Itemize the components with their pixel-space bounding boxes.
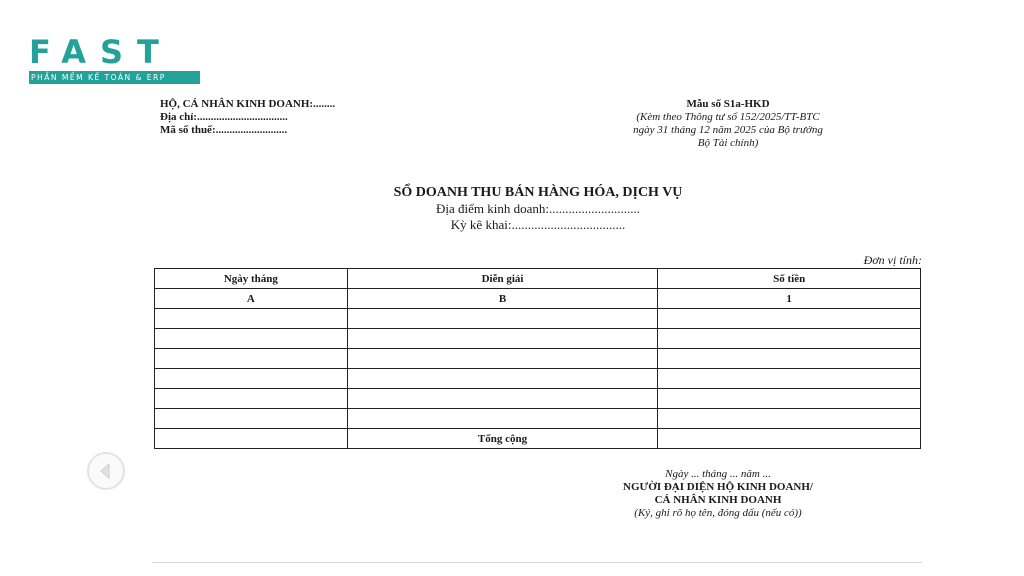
document-title: SỔ DOANH THU BÁN HÀNG HÓA, DỊCH VỤ (393, 185, 683, 200)
chevron-left-icon (97, 462, 115, 480)
fast-logo (29, 33, 200, 84)
circular-ref-line-2: ngày 31 tháng 12 năm 2025 của Bộ trưởng (633, 124, 823, 136)
col-header-amount: Số tiền (658, 269, 921, 289)
col-code-1: 1 (658, 289, 921, 309)
table-row (155, 369, 921, 389)
signature-block (588, 468, 848, 520)
table-row (155, 349, 921, 369)
revenue-ledger-table (154, 268, 921, 449)
signature-note: (Ký, ghi rõ họ tên, đóng dấu (nếu có)) (634, 507, 802, 519)
logo-wordmark: FAST (29, 33, 173, 71)
col-code-b: B (347, 289, 658, 309)
form-reference (598, 98, 858, 150)
circular-ref-line-3: Bộ Tài chính) (697, 137, 759, 149)
unit-label: Đơn vị tính: (863, 253, 922, 267)
table-row (155, 309, 921, 329)
previous-page-button[interactable] (87, 452, 125, 490)
business-name-line: HỘ, CÁ NHÂN KINH DOANH:........ (160, 98, 336, 110)
table-row (155, 329, 921, 349)
table-row (155, 409, 921, 429)
title-block (300, 184, 776, 233)
signature-date-line: Ngày ... tháng ... năm ... (665, 468, 771, 480)
col-header-date: Ngày tháng (155, 269, 348, 289)
signer-role-line-1: NGƯỜI ĐẠI DIỆN HỘ KINH DOANH/ (623, 481, 813, 493)
divider (152, 562, 922, 563)
declaration-period-line: Kỳ kê khai:................................... (450, 217, 626, 232)
table-row (155, 389, 921, 409)
business-location-line: Địa điểm kinh doanh:............................ (435, 201, 640, 216)
circular-ref-line-1: (Kèm theo Thông tư số 152/2025/TT-BTC (636, 111, 820, 123)
business-info (160, 98, 335, 137)
tax-code-line: Mã số thuế:.......................... (160, 124, 288, 136)
col-header-description: Diễn giải (347, 269, 658, 289)
table-code-row (155, 289, 921, 309)
total-label: Tổng cộng (347, 429, 658, 449)
table-header-row (155, 269, 921, 289)
logo-tagline: PHẦN MỀM KẾ TOÁN & ERP (29, 71, 200, 84)
address-line: Địa chỉ:................................. (160, 111, 288, 123)
col-code-a: A (155, 289, 348, 309)
form-number: Mẫu số S1a-HKD (686, 98, 770, 110)
signer-role-line-2: CÁ NHÂN KINH DOANH (654, 494, 782, 506)
table-total-row (155, 429, 921, 449)
